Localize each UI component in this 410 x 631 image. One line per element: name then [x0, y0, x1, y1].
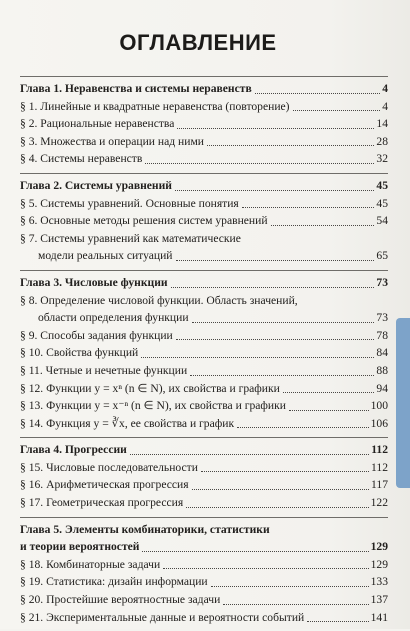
entry-text: § 10. Свойства функций: [20, 346, 139, 360]
dot-leader: [237, 427, 369, 428]
page-number: 78: [376, 328, 388, 342]
entry-text: § 16. Арифметическая прогрессия: [20, 478, 189, 492]
chapter-section: [20, 270, 388, 432]
dot-leader: [211, 586, 369, 587]
page-number: 84: [376, 346, 388, 360]
dot-leader: [283, 392, 375, 393]
dot-leader: [307, 621, 368, 622]
page-number: 141: [370, 610, 388, 624]
dot-leader: [192, 489, 369, 490]
entry-text: Глава 1. Неравенства и системы неравенств: [20, 82, 252, 95]
page-number: 137: [370, 593, 388, 607]
dot-leader: [186, 507, 368, 508]
chapter-heading[interactable]: [20, 274, 388, 292]
page-number: 100: [370, 399, 388, 413]
entry-text: модели реальных ситуаций: [38, 249, 173, 263]
entry-text: § 12. Функции y = xⁿ (n ∈ N), их свойства и графики: [20, 381, 280, 395]
dot-leader: [192, 322, 375, 323]
entry-text: Глава 2. Системы уравнений: [20, 178, 172, 192]
toc-entry-line: § 7. Системы уравнений как математические: [20, 231, 241, 245]
page-number: 129: [370, 540, 388, 554]
toc-entry[interactable]: [20, 212, 388, 230]
entry-text: § 4. Системы неравенств: [20, 152, 143, 166]
toc-entry[interactable]: [20, 494, 388, 512]
dot-leader: [223, 604, 368, 605]
chapter-heading[interactable]: [20, 538, 388, 556]
page-number: 106: [370, 416, 388, 430]
toc-entry[interactable]: [20, 556, 388, 574]
entry-text: Глава 3. Числовые функции: [20, 275, 168, 289]
entry-text: § 20. Простейшие вероятностные задачи: [20, 593, 221, 607]
entry-text: и теории вероятностей: [20, 540, 140, 554]
page-number: 4: [382, 82, 388, 95]
page-number: 129: [370, 557, 388, 571]
toc-entry[interactable]: [20, 380, 388, 398]
page-number: 88: [376, 363, 388, 377]
dot-leader: [207, 145, 374, 146]
toc-entry[interactable]: [20, 609, 388, 627]
entry-text: § 5. Системы уравнений. Основные понятия: [20, 196, 239, 210]
page-number: 94: [376, 381, 388, 395]
toc-entry[interactable]: [20, 309, 388, 327]
chapter-section: [20, 173, 388, 265]
entry-text: § 1. Линейные и квадратные неравенства (повторение): [20, 99, 290, 113]
chapter-section: [20, 517, 388, 627]
toc-entry[interactable]: [20, 195, 388, 213]
page-number: 32: [376, 152, 388, 166]
entry-text: § 15. Числовые последовательности: [20, 460, 198, 474]
toc-entry-line: § 8. Определение числовой функции. Область значений,: [20, 293, 298, 307]
dot-leader: [142, 551, 368, 552]
dot-leader: [293, 110, 381, 111]
chapter-heading[interactable]: [20, 80, 388, 98]
toc-entry[interactable]: [20, 415, 388, 433]
page-number: 65: [376, 249, 388, 263]
entry-text: § 21. Экспериментальные данные и вероятности событий: [20, 610, 305, 624]
toc-entry[interactable]: [20, 591, 388, 609]
toc-entry[interactable]: [20, 327, 388, 345]
page-number: 54: [376, 214, 388, 228]
page-number: 14: [376, 117, 388, 131]
table-of-contents: [20, 76, 388, 631]
toc-entry[interactable]: [20, 573, 388, 591]
toc-entry[interactable]: [20, 476, 388, 494]
page-number: 112: [371, 443, 388, 457]
dot-leader: [171, 287, 375, 288]
entry-text: § 17. Геометрическая прогрессия: [20, 496, 184, 510]
page-title: ОГЛАВЛЕНИЕ: [119, 30, 277, 55]
dot-leader: [271, 225, 375, 226]
chapter-heading[interactable]: [20, 177, 388, 195]
dot-leader: [145, 163, 374, 164]
toc-entry[interactable]: [20, 362, 388, 380]
dot-leader: [201, 471, 369, 472]
page-number: 4: [382, 99, 388, 113]
page-number: 28: [376, 134, 388, 148]
dot-leader: [130, 454, 369, 455]
dot-leader: [255, 93, 380, 94]
toc-entry[interactable]: [20, 133, 388, 151]
page-number: 45: [376, 196, 388, 210]
chapter-heading[interactable]: [20, 441, 388, 459]
toc-entry[interactable]: [20, 247, 388, 265]
entry-text: § 9. Способы задания функции: [20, 328, 173, 342]
entry-text: § 19. Статистика: дизайн информации: [20, 575, 208, 589]
entry-text: § 2. Рациональные неравенства: [20, 117, 175, 131]
entry-text: области определения функции: [38, 311, 189, 325]
toc-entry[interactable]: [20, 459, 388, 477]
toc-entry[interactable]: [20, 98, 388, 116]
page-number: 117: [371, 478, 388, 492]
entry-text: § 13. Функции y = x⁻ⁿ (n ∈ N), их свойства и графики: [20, 399, 286, 413]
page-number: 73: [376, 311, 388, 325]
entry-text: § 3. Множества и операции над ними: [20, 134, 204, 148]
toc-entry[interactable]: [20, 150, 388, 168]
entry-text: § 6. Основные методы решения систем уравнений: [20, 214, 268, 228]
entry-text: § 18. Комбинаторные задачи: [20, 557, 161, 571]
page-number: 112: [371, 460, 388, 474]
dot-leader: [177, 128, 374, 129]
chapter-section: [20, 76, 388, 168]
dot-leader: [163, 568, 368, 569]
entry-text: § 11. Четные и нечетные функции: [20, 363, 188, 377]
dot-leader: [175, 190, 374, 191]
chapter-heading-line: Глава 5. Элементы комбинаторики, статистики: [20, 522, 270, 536]
page-number: 122: [370, 496, 388, 510]
page-number: 73: [376, 275, 388, 289]
dot-leader: [242, 207, 375, 208]
chapter-section: [20, 437, 388, 511]
dot-leader: [176, 260, 375, 261]
dot-leader: [141, 357, 374, 358]
toc-entry[interactable]: [20, 115, 388, 133]
toc-entry[interactable]: [20, 397, 388, 415]
entry-text: § 14. Функция y = ∛x, ее свойства и график: [20, 416, 235, 430]
dot-leader: [289, 410, 369, 411]
entry-text: Глава 4. Прогрессии: [20, 443, 127, 457]
dot-leader: [176, 339, 375, 340]
dot-leader: [190, 375, 374, 376]
page-number: 133: [370, 575, 388, 589]
page-edge-tab: [396, 318, 410, 488]
page-number: 45: [376, 178, 388, 192]
toc-entry[interactable]: [20, 344, 388, 362]
